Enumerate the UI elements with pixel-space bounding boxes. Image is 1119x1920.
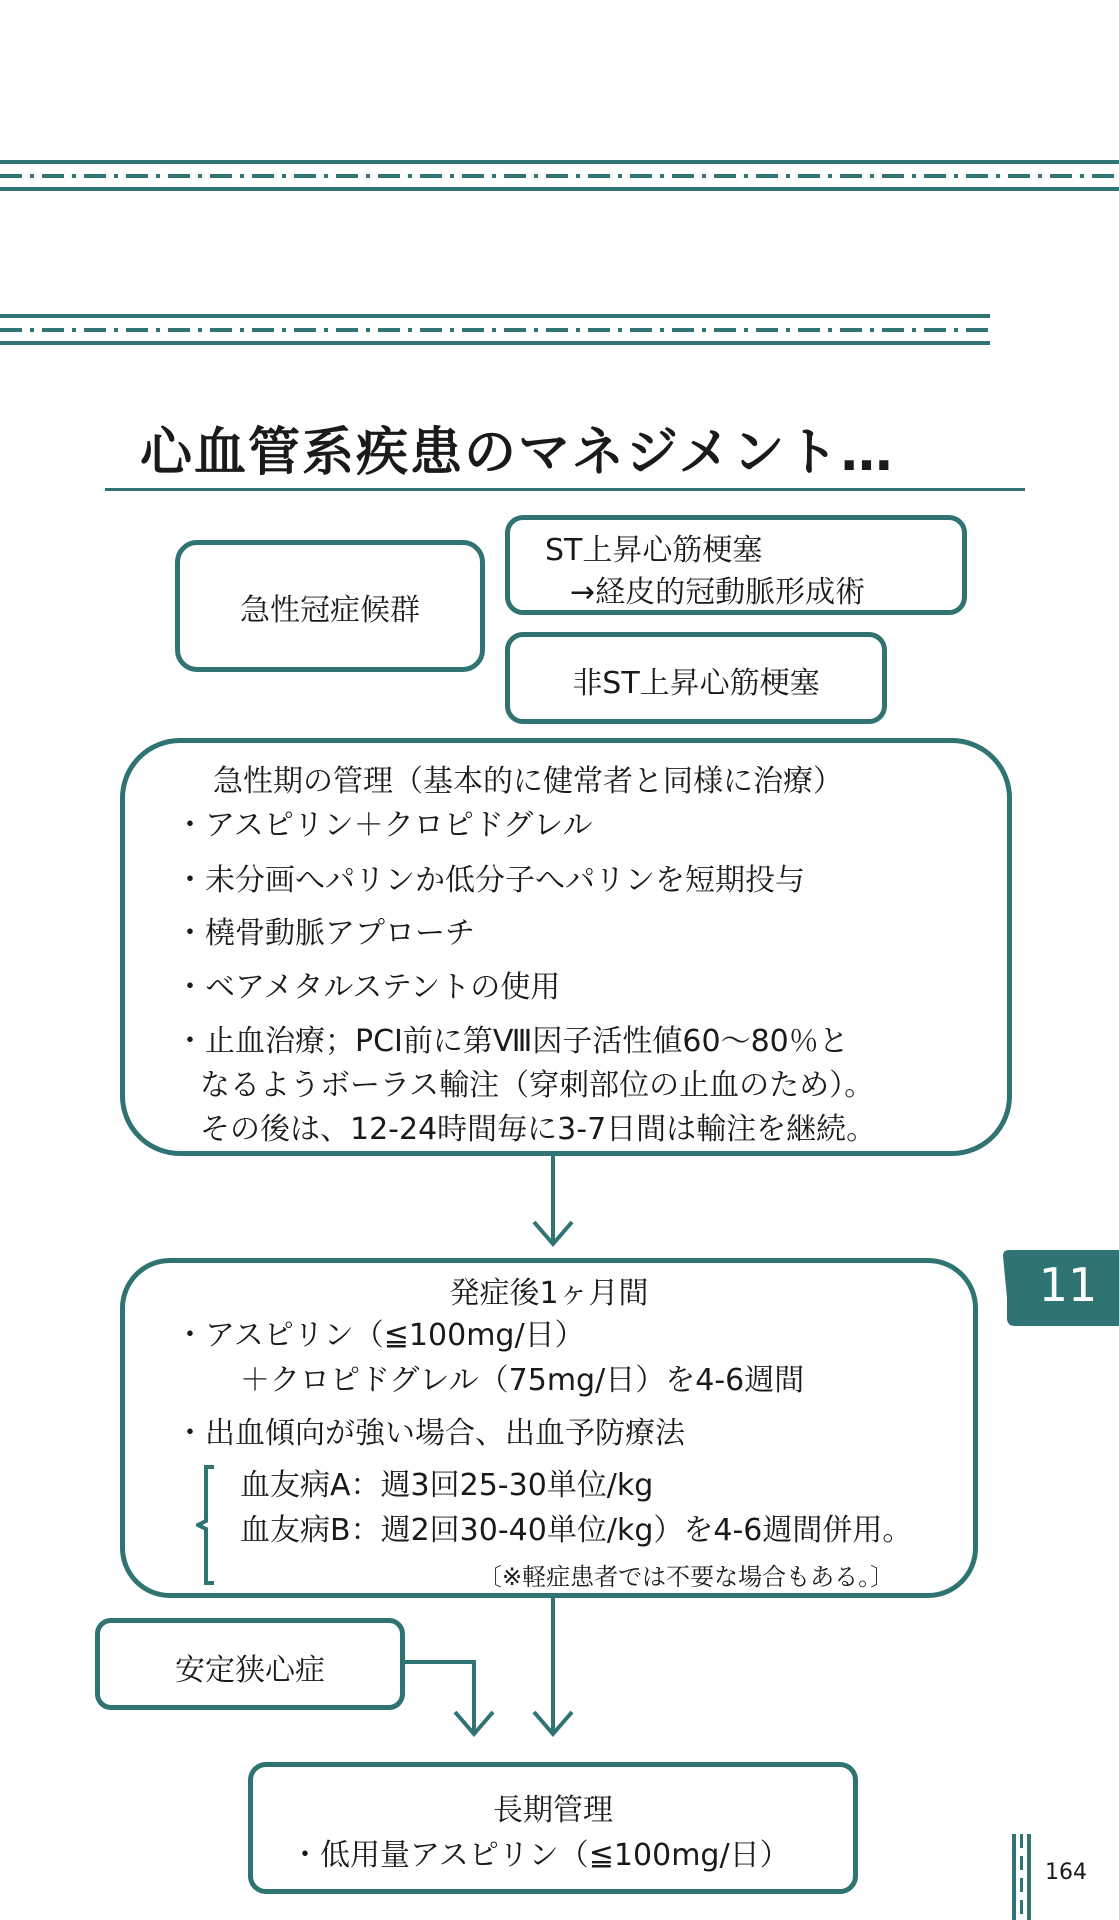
page-edge-bar (1012, 1834, 1016, 1920)
nstemi-label: 非ST上昇心筋梗塞 (572, 666, 820, 701)
long-term-item: ・低用量アスピリン（≦100mg/日） (290, 1838, 790, 1873)
acs-label: 急性冠症候群 (240, 593, 420, 628)
acute-item-cont: なるようボーラス輸注（穿刺部位の止血のため）。 (200, 1068, 875, 1103)
acute-item-cont: その後は、12-24時間毎に3-7日間は輸注を継続。 (200, 1112, 877, 1147)
acute-item: ・アスピリン＋クロピドグレル (175, 808, 593, 843)
header-rule-top (0, 160, 1119, 164)
acute-heading: 急性期の管理（基本的に健常者と同様に治療） (213, 764, 843, 799)
bracket-icon (196, 1465, 218, 1585)
connector-arrows (400, 1596, 600, 1738)
page-edge-dash (1020, 1834, 1023, 1920)
acute-item: ・未分画へパリンか低分子へパリンを短期投与 (175, 863, 805, 898)
stable-angina-label: 安定狭心症 (175, 1653, 325, 1688)
month-item: ・アスピリン（≦100mg/日） (175, 1318, 585, 1353)
down-arrow-icon (530, 1156, 576, 1248)
header-dash-1 (0, 174, 1119, 178)
acute-item: ・ベアメタルステントの使用 (175, 970, 561, 1005)
header-rule-2 (0, 187, 1119, 191)
header-rule-4 (0, 341, 990, 345)
month-heading: 発症後1ヶ月間 (449, 1276, 649, 1311)
stemi-label: ST上昇心筋梗塞 (545, 533, 763, 568)
acute-item: ・橈骨動脈アプローチ (175, 916, 475, 951)
hemophilia-b: 血友病B：週2回30-40単位/kg）を4-6週間併用。 (240, 1513, 913, 1548)
mild-patient-note: 〔※軽症患者では不要な場合もある。〕 (478, 1563, 895, 1591)
title-underline (105, 488, 1025, 491)
month-item-cont: ＋クロピドグレル（75mg/日）を4-6週間 (240, 1363, 805, 1398)
page-number: 164 (1045, 1860, 1087, 1885)
page-title: 心血管系疾患のマネジメント… (140, 423, 895, 483)
hemophilia-a: 血友病A：週3回25-30単位/kg (240, 1468, 654, 1503)
long-term-heading: 長期管理 (493, 1793, 613, 1828)
month-item: ・出血傾向が強い場合、出血予防療法 (175, 1416, 685, 1451)
acute-item: ・止血治療；PCI前に第Ⅷ因子活性値60～80％と (175, 1024, 849, 1059)
stemi-treatment: →経皮的冠動脈形成術 (570, 575, 866, 610)
chapter-number: 11 (1038, 1258, 1098, 1312)
header-rule-3 (0, 314, 990, 318)
page-edge-bar-2 (1027, 1834, 1031, 1920)
header-dash-2 (0, 328, 990, 332)
